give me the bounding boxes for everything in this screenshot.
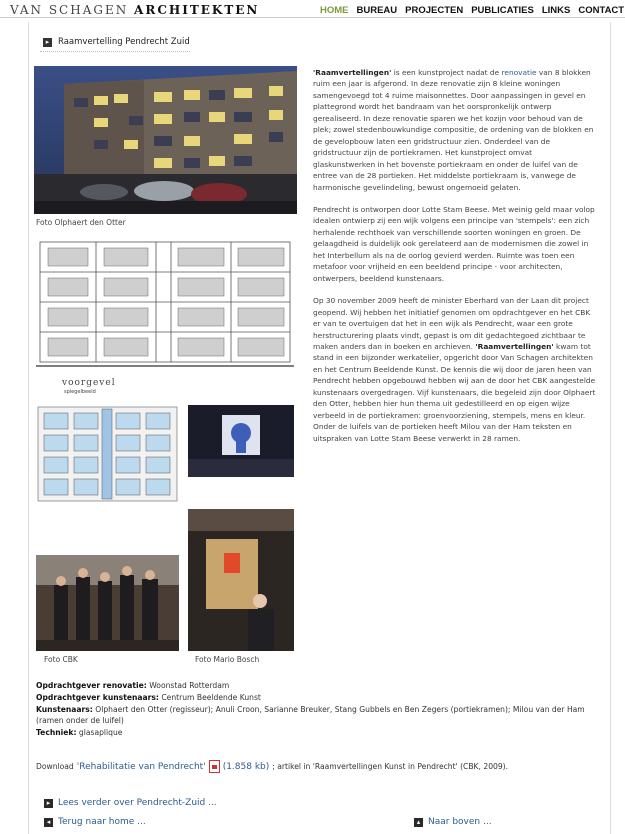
paragraph-3-text-b: kwam tot stand in een bijzonder werkatelier, opgericht door Van Schagen architekten en het Centrum Beeldende Kunst. De kennis die wij door de jaren heen van Pendrecht hebben opgebouwd hebben wij aan de door het CBK aangestelde kunstenaars overgedragen. Vijf kunstenaars, die begeleid zijn door Olphaert den Otter, hebben hier hun thema uit gedestilleerd en op eigen wijze verbeeld in de portiekramen: groenvoorziening, stempels, mens en kleur. Onder de luifels van de portieken heeft Milou van der Ham teksten en uitspraken van Lotte Stam Beese verwerkt in 28 ramen. (313, 341, 596, 443)
download-link[interactable]: 'Rehabilitatie van Pendrecht' (76, 761, 206, 772)
credit-label: Techniek: (36, 728, 77, 738)
elevation-label: voorgevel (62, 378, 116, 388)
nav-publicaties[interactable]: PUBLICATIES (471, 5, 534, 16)
credit-client-renovation (36, 680, 601, 692)
breadcrumb-underline (40, 51, 190, 52)
breadcrumb (43, 37, 190, 47)
download-size[interactable]: (1.858 kb) (222, 761, 270, 772)
main-nav (320, 5, 625, 16)
photo-entrance-speaker (188, 509, 294, 651)
logo-bold: ARCHITEKTEN (134, 3, 260, 17)
credit-technique (36, 727, 601, 739)
paragraph-1-text-a: is een kunstproject nadat de (391, 68, 502, 77)
paragraph-3-title: 'Raamvertellingen' (475, 341, 554, 351)
paragraph-1 (313, 67, 596, 193)
logo-light: VAN SCHAGEN (10, 3, 129, 17)
site-logo[interactable] (10, 3, 259, 17)
paragraph-1-text-b: van 8 blokken ruim een jaar is afgerond. In deze renovatie zijn 8 kleine woningen samengevoegd tot 4 ruime maisonnettes. Door aanpassingen in gevel en plattegrond wordt het bandraam van het oorspronkelijk ontwerp gerealiseerd. In deze renovatie sparen we het kozijn voor behoud van de plek; zowel stedenbouwkundige compositie, de ordening van de blokken en de gevelopbouw laten een gridstructuur zien. Onderdeel van de gridstructuur zijn de portiekramen. Het kunstproject omvat glaskunstwerken in het bovenste portiekraam en onder de luifel van de entree van de 28 portieken. Het middelste portiekraam is, vanwege de harmonische gevelindeling, bewust ongemoeid gelaten. (313, 68, 594, 192)
paragraph-3-text-a: Op 30 november 2009 heeft de minister Eberhard van der Laan dit project geopend. Wij hebben het initiatief genomen om opdrachtgever en het CBK er van te overtuigen dat het in een wijk als Pendrecht, waar een grote herstructurering plaats vindt, gepast is om dit gedachtegoed zichtbaar te maken anders dan in boeken en archieven. (313, 296, 591, 351)
arrow-right-icon: ▸ (43, 38, 52, 47)
project-credits (36, 680, 601, 739)
credit-label: Kunstenaars: (36, 704, 93, 714)
arrow-right-icon: ▸ (44, 799, 53, 808)
photo-building-night (34, 66, 297, 214)
arrow-up-icon: ▴ (414, 818, 423, 827)
credit-label: Opdrachtgever renovatie: (36, 681, 147, 690)
download-row (36, 760, 508, 773)
credit-client-artists (36, 692, 601, 704)
credit-label: Opdrachtgever kunstenaars: (36, 692, 159, 702)
photo-bosch-caption: Foto Mario Bosch (195, 655, 260, 664)
paragraph-1-title: 'Raamvertellingen' (313, 68, 392, 77)
arrow-left-icon: ◂ (44, 818, 53, 827)
nav-projecten[interactable]: PROJECTEN (405, 5, 464, 16)
color-elevation-drawing (36, 405, 179, 503)
photo-stained-glass (188, 405, 294, 477)
elevation-sublabel: spiegelbeeld (64, 389, 96, 395)
credit-value: glasaplique (76, 728, 123, 738)
nav-home[interactable]: HOME (320, 5, 349, 16)
credit-value: Olphaert den Otter (regisseur); Anuli Croon, Sarianne Breuker, Stang Gubbels en Ben Zegers (portiekramen); Milou van der Ham (ramen onder de luifel) (36, 704, 585, 726)
photo1-caption: Foto Olphaert den Otter (36, 218, 126, 227)
credit-value: Centrum Beeldende Kunst (158, 692, 261, 702)
elevation-drawing (36, 234, 294, 376)
to-top-label: Naar boven ... (428, 817, 492, 827)
read-more-label: Lees verder over Pendrecht-Zuid ... (58, 798, 217, 808)
pdf-icon[interactable] (209, 760, 220, 773)
read-more-link[interactable] (44, 798, 217, 808)
paragraph-2: Pendrecht is ontworpen door Lotte Stam Beese. Met weinig geld maar volop idealen ontwierp zij een wijk volgens een principe van 'stempels': een zich herhalende rechthoek van verschillende soorten woningen en groen. De gelaagdheid is duidelijk ook gerelateerd aan de modernismen die zowel in het Interbellum als na de oorlog gevierd werden. Ruimte was toen een metafoor voor vrijheid en een beeldend principe - voor architecten, ontwerpers, beeldend kunstenaars. (313, 204, 595, 283)
article-body (313, 67, 596, 455)
header-divider (0, 17, 625, 18)
back-home-label: Terug naar home ... (58, 817, 146, 827)
download-suffix: ; artikel in 'Raamvertellingen Kunst in Pendrecht' (CBK, 2009). (272, 762, 509, 771)
nav-contact[interactable]: CONTACT (578, 5, 625, 16)
photo-cbk-caption: Foto CBK (44, 655, 78, 664)
to-top-link[interactable] (414, 817, 492, 827)
credit-value: Woonstad Rotterdam (146, 681, 230, 690)
page-title: Raamvertelling Pendrecht Zuid (58, 37, 190, 47)
credit-artists (36, 704, 601, 728)
paragraph-3 (313, 295, 596, 444)
nav-links[interactable]: LINKS (541, 5, 571, 16)
photo-cbk-group (36, 555, 179, 651)
renovatie-link[interactable]: renovatie (501, 68, 537, 77)
download-prefix: Download (36, 762, 74, 771)
nav-bureau[interactable]: BUREAU (356, 5, 398, 16)
back-home-link[interactable] (44, 817, 146, 827)
